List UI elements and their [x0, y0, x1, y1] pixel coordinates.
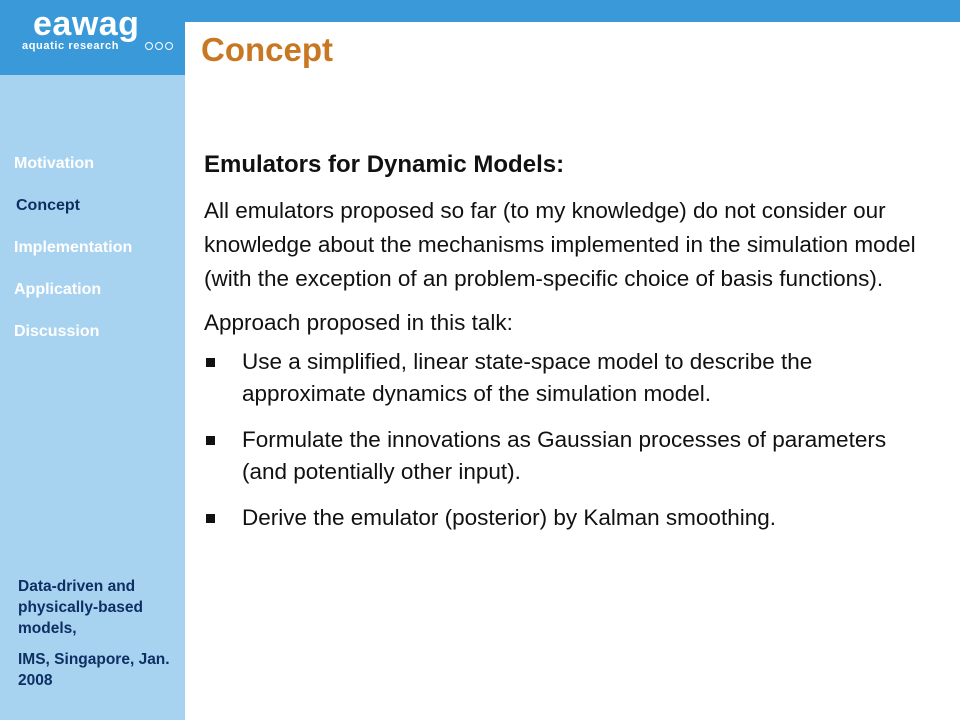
- slide-content: [204, 150, 939, 548]
- slide-heading: Emulators for Dynamic Models:: [204, 151, 565, 178]
- nav-item-motivation[interactable]: Motivation: [14, 155, 94, 172]
- eawag-logo: [0, 0, 185, 75]
- nav-item-discussion[interactable]: Discussion: [14, 323, 100, 340]
- bullet-text: Use a simplified, linear state-space model to describe the approximate dynamics of the simulation model.: [242, 349, 813, 406]
- conference-topic: Data-driven and physically-based models,: [18, 578, 143, 637]
- approach-label: Approach proposed in this talk:: [204, 310, 513, 335]
- square-bullet-icon: [206, 358, 215, 367]
- nav-item-concept[interactable]: Concept: [16, 197, 80, 214]
- square-bullet-icon: [206, 514, 215, 523]
- logo-tagline: aquatic research: [22, 40, 120, 52]
- three-circles-icon: [145, 42, 173, 52]
- bullet-item: [204, 502, 802, 534]
- bullet-item: [204, 346, 902, 410]
- nav-item-application[interactable]: Application: [14, 281, 102, 298]
- sidebar: [0, 0, 185, 720]
- approach-bullets: [204, 346, 939, 534]
- square-bullet-icon: [206, 436, 215, 445]
- logo-wordmark: eawag: [33, 5, 140, 43]
- bullet-text: Formulate the innovations as Gaussian processes of parameters (and potentially other input).: [242, 427, 887, 484]
- nav-item-implementation[interactable]: Implementation: [14, 239, 133, 256]
- intro-paragraph: All emulators proposed so far (to my knowledge) do not consider our knowledge about the mechanisms implemented in the simulation model (with the exception of an problem-specific choice of basis functions).: [204, 198, 916, 291]
- bullet-text: Derive the emulator (posterior) by Kalman smoothing.: [242, 505, 776, 530]
- section-nav: [14, 152, 132, 362]
- conference-venue: IMS, Singapore, Jan. 2008: [18, 651, 170, 689]
- conference-info: [18, 576, 183, 701]
- slide-title: Concept: [201, 31, 333, 68]
- bullet-item: [204, 424, 902, 488]
